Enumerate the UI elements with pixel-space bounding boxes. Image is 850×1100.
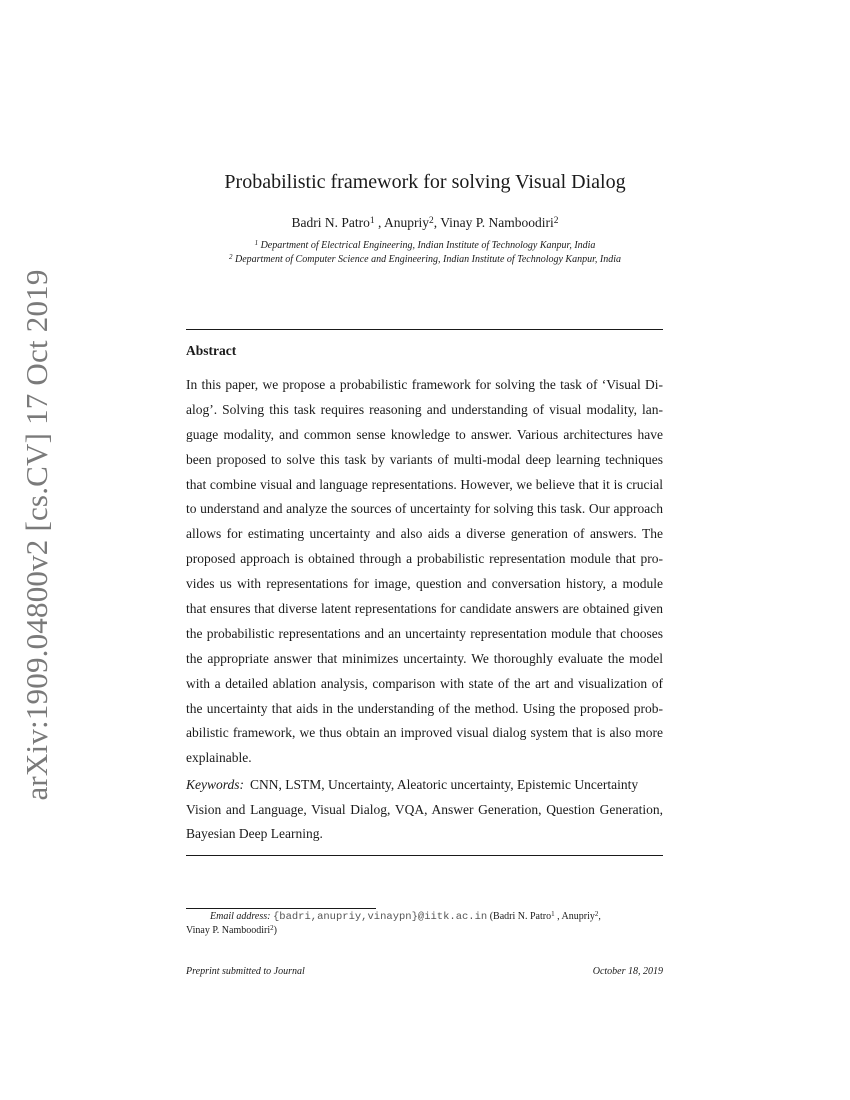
affiliation-line: [0, 239, 850, 252]
abstract-line: with a detailed ablation analysis, comparison with state of the art and visualization of: [186, 675, 663, 691]
abstract-line: proposed approach is obtained through a probabilistic representation module that pro-: [186, 551, 663, 567]
paper-title: Probabilistic framework for solving Visual Dialog: [224, 171, 626, 193]
footnote-line: [186, 924, 663, 937]
author-separator: ,: [374, 215, 384, 230]
abstract-line: alog’. Solving this task requires reasoning and understanding of visual modality, lan-: [186, 401, 663, 417]
affiliation-line: [0, 253, 850, 266]
footnote-label: Email address:: [210, 911, 271, 922]
abstract-line: been proposed to solve this task by variants of multi-modal deep learning techniques: [186, 451, 663, 467]
author-list: [0, 214, 850, 232]
affiliation-marker: 2: [428, 215, 434, 226]
abstract-line: that combine visual and language representations. However, we believe that it is crucial: [186, 476, 663, 492]
footnote-text: ,: [598, 911, 601, 922]
abstract-line: allows for estimating uncertainty and also aids a diverse generation of answers. The: [186, 526, 663, 542]
keywords-line: Vision and Language, Visual Dialog, VQA, Answer Generation, Question Generation,: [186, 801, 663, 817]
abstract-line: the appropriate answer that minimizes uncertainty. We thoroughly evaluate the model: [186, 650, 663, 666]
preprint-note: Preprint submitted to Journal: [186, 966, 305, 977]
author-name: Vinay P. Namboodiri: [440, 215, 554, 230]
keywords-label: Keywords:: [186, 777, 244, 792]
abstract-heading: Abstract: [186, 343, 237, 358]
abstract-line: explainable.: [186, 750, 252, 766]
abstract-line: the uncertainty that aids in the understanding of the method. Using the proposed prob-: [186, 700, 663, 716]
affiliation-number: 2: [229, 252, 233, 261]
affiliation-marker: 1: [551, 909, 555, 918]
affiliation-text: Department of Computer Science and Engineering, Indian Institute of Technology Kanpur, India: [235, 254, 621, 265]
abstract-line: guage modality, and common sense knowledge to answer. Various architectures have: [186, 426, 663, 442]
footnote-text: (Badri N. Patro: [487, 911, 552, 922]
footnote-rule: [186, 908, 376, 909]
preprint-date: October 18, 2019: [592, 966, 663, 977]
footnote-text: , Anupriy: [554, 911, 595, 922]
footnote-line: [186, 910, 663, 924]
abstract-line: to understand and analyze the sources of uncertainty for solving this task. Our approach: [186, 501, 663, 517]
footnote-text: ): [273, 925, 277, 936]
abstract-body: [186, 373, 663, 771]
affiliation-marker: 1: [369, 215, 375, 226]
affiliation-text: Department of Electrical Engineering, Indian Institute of Technology Kanpur, India: [260, 240, 596, 251]
abstract-top-rule: [186, 329, 663, 330]
author-name: Badri N. Patro: [291, 215, 370, 230]
author-separator: ,: [433, 215, 441, 230]
email-address: {badri,anupriy,vinaypn}@iitk.ac.in: [272, 911, 488, 923]
abstract-bottom-rule: [186, 855, 663, 856]
affiliation-number: 1: [254, 238, 259, 247]
affiliation-marker: 2: [553, 215, 559, 226]
footnote-text: Vinay P. Namboodiri: [186, 925, 271, 936]
arxiv-identifier-stamp: arXiv:1909.04800v2 [cs.CV] 17 Oct 2019: [19, 269, 54, 801]
abstract-line: the probabilistic representations and an uncertainty representation module that chooses: [186, 625, 663, 641]
author-name: Anupriy: [383, 215, 429, 230]
keywords-line: Bayesian Deep Learning.: [186, 826, 323, 841]
affiliation-marker: 2: [594, 909, 599, 918]
abstract-line: In this paper, we propose a probabilistic framework for solving the task of ‘Visual Di-: [186, 377, 663, 392]
abstract-line: vides us with representations for image, question and conversation history, a module: [186, 576, 663, 592]
keywords-text: CNN, LSTM, Uncertainty, Aleatoric uncertainty, Epistemic Uncertainty: [250, 777, 639, 792]
keywords-block: [186, 773, 663, 847]
affiliation-marker: 2: [270, 923, 274, 932]
abstract-line: that ensures that diverse latent representations for candidate answers are obtained given: [186, 601, 663, 617]
keywords-line: [186, 773, 663, 798]
footnote: [186, 910, 663, 937]
abstract-line: abilistic framework, we thus obtain an improved visual dialog system that is also more: [186, 725, 663, 741]
preprint-footer: [186, 965, 663, 978]
